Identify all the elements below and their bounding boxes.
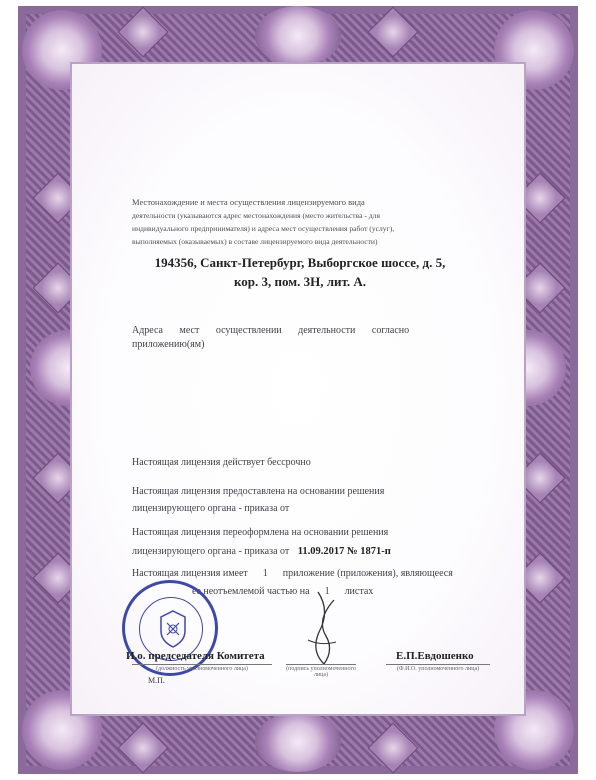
signature-caption: (подпись уполномоченного лица) bbox=[286, 666, 356, 678]
reissued-line: лицензирующего органа - приказа от bbox=[132, 546, 290, 557]
signatory-position: И.о. председателя Комитета bbox=[126, 650, 265, 662]
granted-line: Настоящая лицензия предоставлена на основании решения bbox=[132, 486, 385, 497]
position-caption: (должность уполномоченного лица) bbox=[132, 664, 272, 672]
intro-line: индивидуального предпринимателя) и адреса мест осуществления работ (услуг), bbox=[132, 224, 395, 233]
appendix-text: приложение (приложения), являющееся bbox=[282, 568, 453, 579]
coat-of-arms-icon bbox=[151, 607, 195, 651]
address-block bbox=[132, 253, 468, 291]
address-line: 194356, Санкт-Петербург, Выборгское шоссе, д. 5, bbox=[154, 255, 446, 270]
appendix-text: листах bbox=[344, 586, 374, 597]
intro-line: Местонахождение и места осуществления лицензируемого вида bbox=[132, 197, 365, 207]
order-number: 11.09.2017 № 1871-п bbox=[297, 546, 391, 557]
granted-line: лицензирующего органа - приказа от bbox=[132, 503, 290, 514]
appendix-text: Настоящая лицензия имеет bbox=[132, 568, 248, 579]
places-line: Адреса мест осуществлении деятельности согласно bbox=[132, 325, 410, 336]
intro-text bbox=[132, 196, 468, 248]
stamp-place-label: М.П. bbox=[148, 676, 165, 685]
bottom-ornament-center bbox=[255, 712, 341, 772]
address-line: кор. 3, пом. 3Н, лит. А. bbox=[233, 274, 367, 289]
top-ornament-center bbox=[255, 6, 341, 66]
reissued-block bbox=[132, 523, 468, 561]
handwritten-signature bbox=[290, 590, 350, 670]
name-caption: (Ф.И.О. уполномоченного лица) bbox=[386, 664, 490, 672]
intro-line: выполняемых (оказываемых) в составе лицензируемого вида деятельности) bbox=[132, 237, 378, 246]
appendix-text: ее неотъемлемой частью на bbox=[192, 586, 310, 597]
signatory-name: Е.П.Евдошенко bbox=[396, 650, 474, 662]
appendix-pages: 1 bbox=[324, 586, 330, 597]
granted-block bbox=[132, 483, 468, 517]
validity-text: Настоящая лицензия действует бессрочно bbox=[132, 457, 311, 468]
intro-line: деятельности (указываются адрес местонахождения (место жительства - для bbox=[132, 211, 380, 220]
places-line: приложению(ям) bbox=[132, 339, 205, 350]
appendix-count: 1 bbox=[262, 568, 268, 579]
reissued-line: Настоящая лицензия переоформлена на основании решения bbox=[132, 527, 389, 538]
places-block bbox=[132, 324, 468, 352]
